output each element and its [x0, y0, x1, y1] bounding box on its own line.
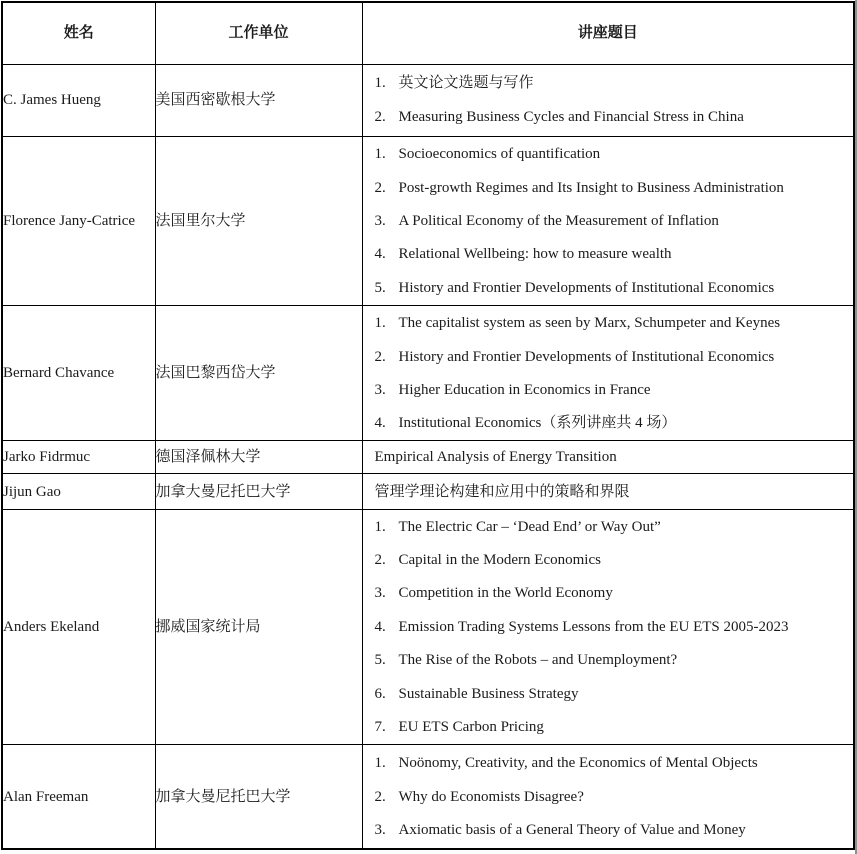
lecture-topic-item [363, 67, 854, 100]
affiliation-cell: 挪威国家统计局 [155, 509, 362, 744]
topic-title: Noönomy, Creativity, and the Economics of Mental Objects [398, 755, 758, 772]
topic-title: Socioeconomics of quantification [398, 146, 601, 163]
header-name-column: 姓名 [2, 2, 155, 64]
speaker-name-cell: Anders Ekeland [2, 509, 155, 744]
lecture-topic-item [363, 238, 854, 271]
table-row [2, 745, 854, 849]
topic-number: 1. [374, 146, 386, 163]
affiliation-cell: 德国泽佩林大学 [155, 441, 362, 474]
lecture-topics-cell [362, 474, 854, 509]
lecture-topic-item [363, 340, 854, 373]
topic-number: 2. [374, 348, 386, 365]
lecture-topic-item [363, 510, 854, 543]
affiliation-cell: 加拿大曼尼托巴大学 [155, 745, 362, 849]
topic-title: Why do Economists Disagree? [398, 788, 584, 805]
speaker-name-cell: Jarko Fidrmuc [2, 441, 155, 474]
topic-title: A Political Economy of the Measurement of Inflation [398, 213, 719, 230]
topic-title: Axiomatic basis of a General Theory of Value and Money [398, 821, 746, 838]
lecture-topic-item [363, 610, 854, 643]
topic-number: 2. [374, 179, 386, 196]
topic-title: Institutional Economics（系列讲座共 4 场） [398, 415, 677, 432]
topic-title: 管理学理论构建和应用中的策略和界限 [374, 483, 630, 500]
table-row [2, 509, 854, 744]
lecture-topic-item [363, 746, 854, 779]
affiliation-cell: 加拿大曼尼托巴大学 [155, 474, 362, 509]
speaker-name-cell: Alan Freeman [2, 745, 155, 849]
table-body [2, 64, 854, 849]
header-affiliation-column: 工作单位 [155, 2, 362, 64]
topic-title: EU ETS Carbon Pricing [398, 718, 544, 735]
topic-number: 4. [374, 415, 386, 432]
lecture-topics-cell [362, 509, 854, 744]
topic-title: Emission Trading Systems Lessons from the EU ETS 2005-2023 [398, 618, 789, 635]
affiliation-cell: 法国里尔大学 [155, 136, 362, 306]
lecture-topic-item [363, 204, 854, 237]
topic-title: 英文论文选题与写作 [398, 75, 534, 92]
lecture-topic-item [363, 100, 854, 133]
topic-number: 3. [374, 821, 386, 838]
topic-number: 1. [374, 755, 386, 772]
topic-title: Higher Education in Economics in France [398, 382, 651, 399]
header-lecture-topics-column: 讲座题目 [362, 2, 854, 64]
lecture-topic-item [363, 138, 854, 171]
topic-number: 2. [374, 108, 386, 125]
lecture-topic-item [363, 373, 854, 406]
lecture-topic-item [363, 577, 854, 610]
topic-number: 5. [374, 652, 386, 669]
topic-number: 5. [374, 279, 386, 296]
topic-title: History and Frontier Developments of Institutional Economics [398, 348, 775, 365]
table-row [2, 474, 854, 509]
topic-number: 4. [374, 618, 386, 635]
topic-title: Relational Wellbeing: how to measure wealth [398, 246, 672, 263]
table-header [2, 2, 854, 64]
topic-title: Post-growth Regimes and Its Insight to Business Administration [398, 179, 784, 196]
lecture-topic-item [363, 407, 854, 440]
lecture-topics-cell [362, 64, 854, 136]
topic-title: The Rise of the Robots – and Unemployment? [398, 652, 678, 669]
topic-number: 2. [374, 788, 386, 805]
lecture-topic-item [363, 307, 854, 340]
lecture-topic-item [363, 710, 854, 743]
topic-number: 3. [374, 585, 386, 602]
table-row [2, 136, 854, 306]
topic-number: 1. [374, 315, 386, 332]
topic-number: 4. [374, 246, 386, 263]
topic-title: Sustainable Business Strategy [398, 685, 579, 702]
table-row [2, 306, 854, 441]
topic-title: Capital in the Modern Economics [398, 552, 601, 569]
topic-number: 1. [374, 518, 386, 535]
lecture-topic-item [363, 543, 854, 576]
topic-title: The Electric Car – ‘Dead End’ or Way Out” [398, 518, 661, 535]
affiliation-cell: 法国巴黎西岱大学 [155, 306, 362, 441]
header-row [2, 2, 854, 64]
topic-title: The capitalist system as seen by Marx, Schumpeter and Keynes [398, 315, 781, 332]
speaker-name-cell: Bernard Chavance [2, 306, 155, 441]
lecture-topic-item [363, 780, 854, 813]
topic-number: 3. [374, 213, 386, 230]
topic-title: Competition in the World Economy [398, 585, 613, 602]
lecture-schedule-table [1, 1, 855, 850]
table-row [2, 64, 854, 136]
topic-number: 6. [374, 685, 386, 702]
topic-number: 3. [374, 382, 386, 399]
lecture-topic-item [363, 677, 854, 710]
speaker-name-cell: C. James Hueng [2, 64, 155, 136]
lecture-topics-cell [362, 745, 854, 849]
speaker-name-cell: Florence Jany-Catrice [2, 136, 155, 306]
topic-title: Empirical Analysis of Energy Transition [374, 449, 617, 466]
speaker-name-cell: Jijun Gao [2, 474, 155, 509]
lecture-topic-item [363, 171, 854, 204]
lecture-topic-item [363, 271, 854, 304]
lecture-topics-cell [362, 441, 854, 474]
lecture-topics-cell [362, 136, 854, 306]
topic-number: 2. [374, 552, 386, 569]
lecture-topics-cell [362, 306, 854, 441]
topic-title: History and Frontier Developments of Institutional Economics [398, 279, 775, 296]
affiliation-cell: 美国西密歇根大学 [155, 64, 362, 136]
topic-number: 1. [374, 75, 386, 92]
topic-number: 7. [374, 718, 386, 735]
topic-title: Measuring Business Cycles and Financial Stress in China [398, 108, 744, 125]
lecture-topic-item [363, 813, 854, 846]
table-row [2, 441, 854, 474]
lecture-topic-item [363, 644, 854, 677]
